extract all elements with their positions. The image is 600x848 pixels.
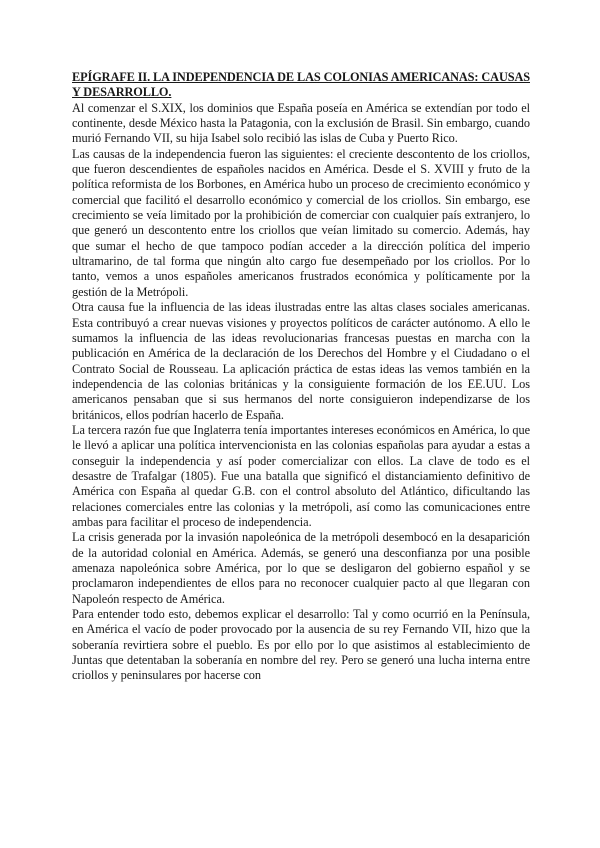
document-page bbox=[72, 70, 530, 684]
paragraph-causes-criollos: Las causas de la independencia fueron las siguientes: el creciente descontento de los criollos, que fueron descendientes de españoles nacidos en América. Desde el S. XVIII y fruto de la política reformista de los Borbones, en América hubo un proceso de crecimiento económico y comercial que facilitó el desarrollo económico y comercial de los criollos. Sin embargo, ese crecimiento se veía limitado por la prohibición de comerciar con cualquier país extranjero, lo que generó un descontento entre los criollos que veían limitado su comercio. Además, hay que sumar el hecho de que tampoco podían acceder a la dirección política del imperio ultramarino, de tal forma que ningún alto cargo fue desempeñado por los criollos. Por lo tanto, vemos a unos españoles americanos frustrados económica y políticamente por la gestión de la Metrópoli. bbox=[72, 146, 530, 299]
paragraph-causes-england: La tercera razón fue que Inglaterra tenía importantes intereses económicos en América, lo que le llevó a aplicar una política intervencionista en las colonias españolas para ayudar a estas a conseguir la independencia y así poder comercializar con ellos. La clave de todo es el desastre de Trafalgar (1805). Fue una batalla que significó el distanciamiento definitivo de América con España al quedar G.B. con el control absoluto del Atlántico, dificultando las relaciones comerciales entre las colonias y la metrópoli, así como las comunicaciones entre ambas para facilitar el proceso de independencia. bbox=[72, 422, 530, 529]
paragraph-causes-enlightenment: Otra causa fue la influencia de las ideas ilustradas entre las altas clases sociales americanas. Esta contribuyó a crear nuevas visiones y proyectos políticos de carácter autónomo. A ello le sumamos la influencia de las ideas revolucionarias francesas puestas en marcha con la publicación en América de la declaración de los Derechos del Hombre y el Ciudadano o el Contrato Social de Rousseau. La aplicación práctica de estas ideas las vemos también en la independencia de las colonias británicas y la consiguiente formación de los EE.UU. Los americanos pensaban que si sus hermanos del norte consiguieron independizarse de los británicos, ellos podrían hacerlo de España. bbox=[72, 300, 530, 422]
document-title: EPÍGRAFE II. LA INDEPENDENCIA DE LAS COLONIAS AMERICANAS: CAUSAS Y DESARROLLO. bbox=[72, 70, 530, 100]
paragraph-napoleonic-crisis: La crisis generada por la invasión napoleónica de la metrópoli desembocó en la desaparición de la autoridad colonial en América. Además, se generó una desconfianza por una posible amenaza napoleónica sobre América, por lo que se desligaron del gobierno español y se proclamaron independientes de ellos para no reconocer cualquier pacto al que llegaran con Napoleón respecto de América. bbox=[72, 530, 530, 606]
paragraph-development: Para entender todo esto, debemos explicar el desarrollo: Tal y como ocurrió en la Península, en América el vacío de poder provocado por la ausencia de su rey Fernando VII, hizo que la soberanía revirtiera sobre el pueblo. Es por ello por lo que asistimos al establecimiento de Juntas que detentaban la soberanía en nombre del rey. Pero se generó una lucha interna entre criollos y peninsulares por hacerse con bbox=[72, 607, 530, 683]
paragraph-intro: Al comenzar el S.XIX, los dominios que España poseía en América se extendían por todo el continente, desde México hasta la Patagonia, con la exclusión de Brasil. Sin embargo, cuando murió Fernando VII, su hija Isabel solo recibió las islas de Cuba y Puerto Rico. bbox=[72, 100, 530, 146]
